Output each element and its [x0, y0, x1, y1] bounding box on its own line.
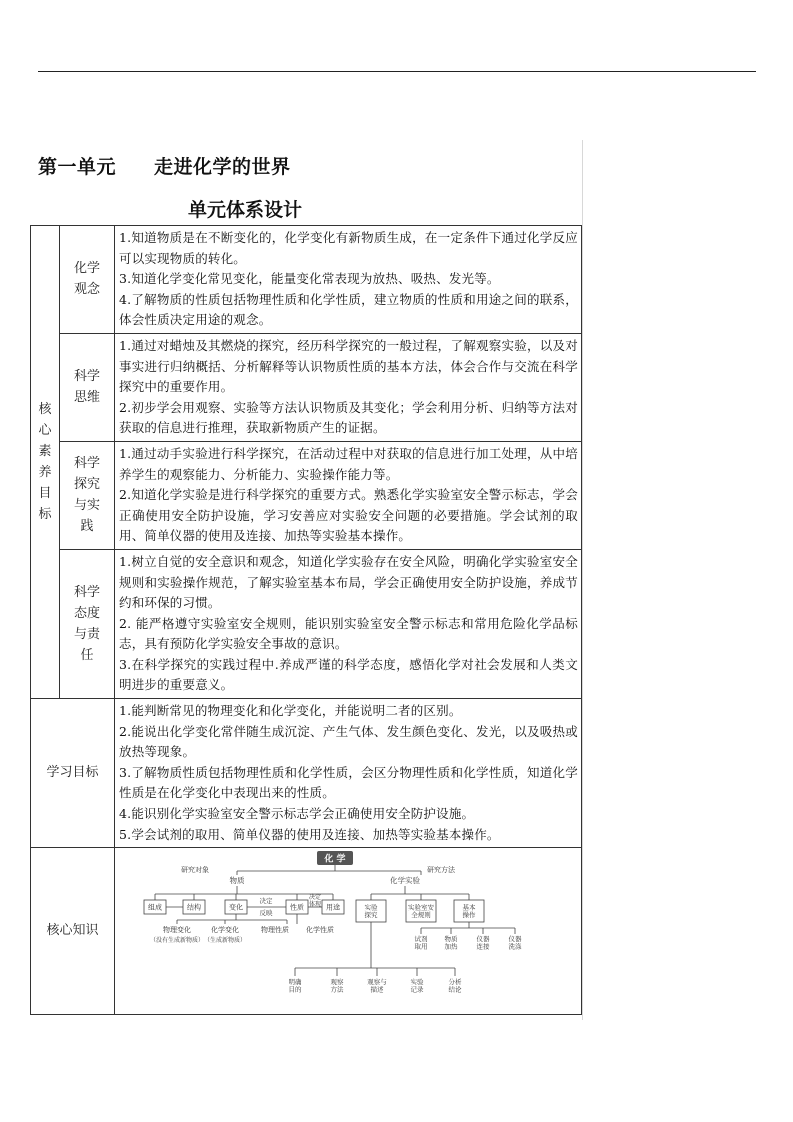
table-row-sci-thinking — [31, 333, 582, 441]
operation-node-1: 加热 — [444, 942, 458, 951]
section-label-chem-concept: 化学 观念 — [60, 226, 115, 334]
learning-goals-label: 学习目标 — [31, 699, 115, 848]
column-guide-line — [582, 140, 583, 1020]
section-label-sci-attitude: 科学 态度 与责 任 — [60, 549, 115, 698]
operation-node-0: 取用 — [414, 942, 428, 951]
matter-node-4: 用途 — [326, 903, 340, 912]
section-content-sci-inquiry: 1.通过动手实验进行科学探究，在活动过程中对获取的信息进行加工处理，从中培养学生的观察能力、分析能力、实验操作能力等。 2.知道化学实验是进行科学探究的重要方式。熟悉化学实验室安全警示标志，学会正确使用安全防护设施，学习安善应对实验安全问题的必要措施。学会试剂的取用、简单仪器的使用及连接、加热等实验基本操作。 — [115, 441, 582, 549]
concept-map-cell — [115, 848, 582, 1015]
section-content-sci-attitude: 1.树立自觉的安全意识和观念，知道化学实验存在安全风险，明确化学实验室安全规则和实验操作规范，了解实验室基本布局，学会正确使用安全防护设施，养成节约和环保的习惯。 2. 能严格遵守实验室安全规则，能识别实验室安全警示标志和常用危险化学品标志，具有预防化学实验安全事故的意识。 3.在科学探究的实践过程中.养成严谨的科学态度，感悟化学对社会发展和人类文明进步的重要意义。 — [115, 549, 582, 698]
core-literacy-label: 核 心 素 养 目 标 — [31, 226, 60, 699]
root-label: 化 学 — [324, 854, 346, 865]
section-content-chem-concept: 1.知道物质是在不断变化的，化学变化有新物质生成，在一定条件下通过化学反应可以实现物质的转化。 3.知道化学变化常见变化，能量变化常表现为放热、吸热、发光等。 4.了解物质的性质包括物理性质和化学性质，建立物质的性质和用途之间的联系，体会性质决定用途的观念。 — [115, 226, 582, 334]
inquiry-step-2: 描述 — [370, 985, 384, 994]
experiment-node-1: 实验室安 — [408, 903, 434, 912]
experiment-node-0: 实验 — [364, 903, 378, 912]
unit-design-table — [30, 225, 582, 1015]
property-type-physical: 物理性质 — [261, 926, 289, 935]
section-label-sci-thinking: 科学 思维 — [60, 333, 115, 441]
inquiry-step-3: 记录 — [410, 985, 424, 994]
table-row-sci-attitude — [31, 549, 582, 698]
matter-node-1: 结构 — [187, 903, 201, 912]
unit-number: 第一单元 — [38, 156, 117, 178]
inquiry-step-0: 目的 — [288, 985, 302, 994]
change-note-chemical: （生成新物质） — [203, 937, 247, 945]
decide-label: 体现 — [308, 901, 322, 909]
table-row-core-knowledge — [31, 848, 582, 1015]
section-content-sci-thinking: 1.通过对蜡烛及其燃烧的探究，经历科学探究的一般过程，了解观察实验，以及对事实进行归纳概括、分析解释等认识物质性质的基本方法，体会合作与交流在科学探究中的重要作用。 2.初步学会用观察、实验等方法认识物质及其变化；学会利用分析、归纳等方法对获取的信息进行推理，获取新物质产生的证据。 — [115, 333, 582, 441]
operation-node-3: 仪器 — [508, 935, 522, 944]
level1-matter: 物质 — [229, 876, 245, 886]
operation-node-1: 物质 — [444, 935, 458, 944]
inquiry-step-1: 方法 — [330, 985, 344, 994]
operation-node-0: 试剂 — [414, 935, 428, 944]
matter-node-3: 性质 — [290, 903, 304, 912]
branch-label-method: 研究方法 — [427, 866, 455, 875]
experiment-node-2: 操作 — [462, 911, 476, 920]
inquiry-step-0: 明确 — [288, 978, 302, 987]
inquiry-step-2: 观察与 — [367, 978, 387, 987]
between-label-reflect: 反映 — [259, 909, 273, 918]
change-note-physical: （没有生成新物质） — [149, 937, 205, 945]
operation-node-2: 仪器 — [476, 935, 490, 944]
branch-label-object: 研究对象 — [181, 866, 209, 875]
decide-label: 决定 — [308, 894, 322, 902]
inquiry-step-4: 分析 — [448, 978, 462, 987]
core-knowledge-label: 核心知识 — [31, 848, 115, 1015]
inquiry-step-1: 观察 — [330, 978, 344, 987]
section-label-sci-inquiry: 科学 探究 与实 践 — [60, 441, 115, 549]
change-type-chemical: 化学变化 — [211, 926, 239, 935]
table-row-learning-goals — [31, 699, 582, 848]
concept-map — [115, 848, 581, 1014]
page-subtitle: 单元体系设计 — [188, 199, 303, 221]
header-rule — [38, 71, 756, 72]
table-row-sci-inquiry — [31, 441, 582, 549]
table-row-chem-concept — [31, 226, 582, 334]
learning-goals-content: 1.能判断常见的物理变化和化学变化，并能说明二者的区别。 2.能说出化学变化常伴随生成沉淀、产生气体、发生颜色变化、发光，以及吸热或放热等现象。 3.了解物质性质包括物理性质和化学性质，会区分物理性质和化学性质，知道化学性质是在化学变化中表现出来的性质。 4.能识别化学实验室安全警示标志学会正确使用安全防护设施。 5.学会试剂的取用、简单仪器的使用及连接、加热等实验基本操作。 — [115, 699, 582, 848]
between-label-decide: 决定 — [259, 897, 273, 906]
experiment-node-1: 全规则 — [411, 911, 431, 920]
operation-node-3: 洗涤 — [508, 942, 522, 951]
matter-node-0: 组成 — [148, 903, 162, 912]
experiment-node-2: 基本 — [462, 903, 476, 912]
property-type-chemical: 化学性质 — [306, 926, 334, 935]
inquiry-step-3: 实验 — [410, 978, 424, 987]
unit-heading — [38, 152, 291, 179]
experiment-node-0: 探究 — [364, 911, 378, 920]
unit-title: 走进化学的世界 — [154, 156, 291, 178]
matter-node-2: 变化 — [229, 903, 243, 912]
inquiry-step-4: 结论 — [448, 985, 462, 994]
operation-node-2: 连接 — [476, 942, 490, 951]
change-type-physical: 物理变化 — [163, 926, 191, 935]
level1-experiment: 化学实验 — [390, 876, 420, 886]
